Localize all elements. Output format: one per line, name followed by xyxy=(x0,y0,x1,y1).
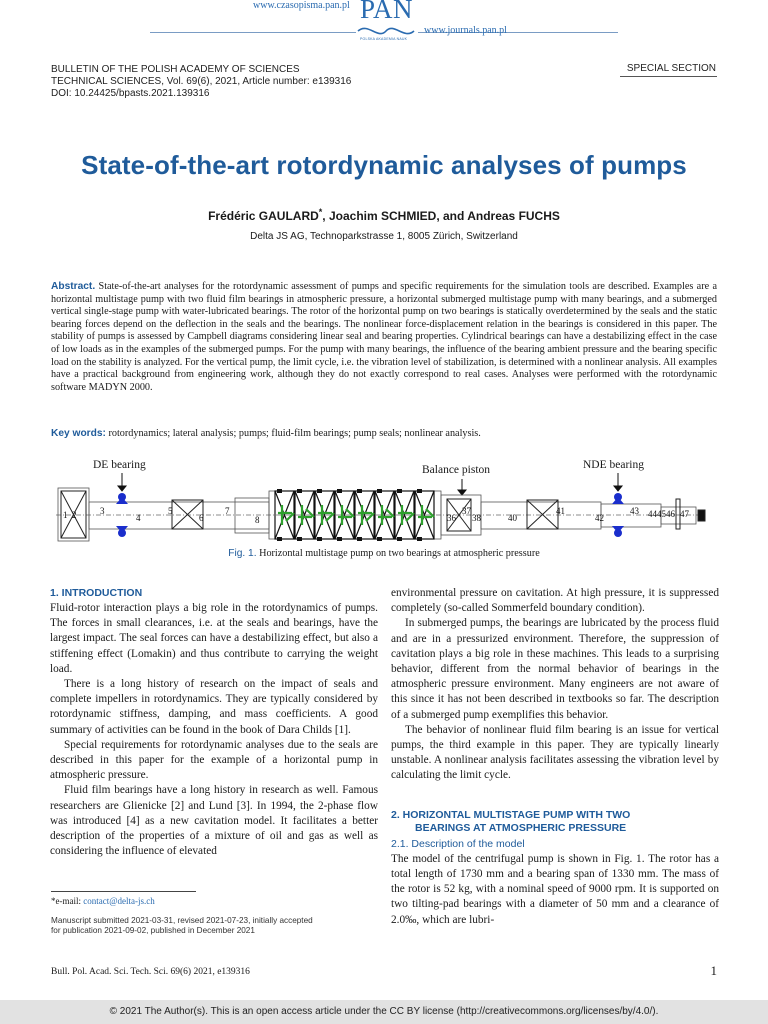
paper-title: State-of-the-art rotordynamic analyses of pumps xyxy=(81,150,687,180)
manuscript-history-line2: for publication 2021-09-02, published in December 2021 xyxy=(51,926,255,935)
svg-text:36: 36 xyxy=(447,513,456,523)
special-section-label: SPECIAL SECTION xyxy=(626,63,716,74)
left-column xyxy=(50,587,378,859)
figure-1-caption xyxy=(0,548,768,559)
keywords xyxy=(51,427,717,440)
special-section-rule xyxy=(620,76,717,77)
svg-text:42: 42 xyxy=(595,513,604,523)
pan-logo-subtitle: POLSKA AKADEMIA NAUK xyxy=(360,37,408,41)
figure-1 xyxy=(50,455,718,545)
svg-text:1: 1 xyxy=(63,510,68,520)
svg-text:41: 41 xyxy=(556,506,565,516)
abstract xyxy=(51,281,717,394)
page-number: 1 xyxy=(710,963,717,978)
svg-text:47: 47 xyxy=(680,509,689,519)
keywords-text: rotordynamics; lateral analysis; pumps; fluid-film bearings; pump seals; nonlinear analysis. xyxy=(108,428,481,439)
svg-text:44: 44 xyxy=(648,509,657,519)
intro-paragraph-2: There is a long history of research on the impact of seals and complete impellers in rotordynamics. They are typically considered by rotordynamic stiffness, damping, and mass coefficients. A good summary of activities can be found in the book of Dara Childs [1]. xyxy=(50,678,378,736)
license-bar: © 2021 The Author(s). This is an open access article under the CC BY license (http://creativecommons.org/licenses/by/4.0/). xyxy=(0,1000,768,1024)
svg-text:45: 45 xyxy=(657,509,666,519)
svg-text:5: 5 xyxy=(168,506,173,516)
svg-text:2: 2 xyxy=(72,510,77,520)
node-numbers xyxy=(63,506,690,525)
svg-text:8: 8 xyxy=(255,515,260,525)
right-paragraph-1: environmental pressure on cavitation. At high pressure, it is suppressed completely (so-called Sommerfeld boundary condition). xyxy=(391,587,719,615)
email-link[interactable]: contact@delta-js.ch xyxy=(83,896,155,906)
masthead-line-left xyxy=(150,32,356,33)
abstract-text: State-of-the-art analyses for the rotordynamic assessment of pumps and specific requirements for the simulation tools are described. Examples are a horizontal multistage pump with two fluid film bearings in atmospheric pressure, a horizontal submerged multistage pump with many bearings, and a submerged vertical single-stage pump with water-lubricated bearings. The rotor of the horizontal pump on two bearings is statically overdetermined by the seals and the static bearing forces depend on the deflection in the seals and the bearings. The nonlinear force-displacement relation in the bearings is considered in this paper. The stability of pumps is assessed by Campbell diagrams considering linear seal and bearing properties. Cylindrical bearings can have a destabilizing effect in the case of low loads as in the examples of the submerged pumps. For the pump with many bearings, the influence of the bearing ambient pressure and the bearing specific load on the stability is analyzed. For the vertical pump, the limit cycle, i.e. the vibration level of stabilization, is determined with a nonlinear analysis. All examples have a practical background from engineering work, although they do not exactly correspond to real cases. Analyses were performed with the rotordynamic software MADYN 2000. xyxy=(51,281,717,393)
email-prefix: *e-mail: xyxy=(51,896,84,906)
journal-site-link-left[interactable]: www.czasopisma.pan.pl xyxy=(253,0,350,11)
svg-text:38: 38 xyxy=(472,513,481,523)
section-2-1-heading: 2.1. Description of the model xyxy=(391,837,525,850)
figure-caption-label: Fig. 1. xyxy=(228,548,257,559)
right-column xyxy=(391,586,719,928)
svg-text:3: 3 xyxy=(100,506,105,516)
label-de-bearing: DE bearing xyxy=(93,459,146,471)
right-paragraph-3: The behavior of nonlinear fluid film bearing is an issue for vertical pumps, the third example in this paper. They are typically linearly unstable. A nonlinear analysis facilitates assessing the vibration level by calculating the limit cycle. xyxy=(391,723,719,782)
footnote-rule xyxy=(51,891,196,892)
authors-rest: , Joachim SCHMIED, and Andreas FUCHS xyxy=(322,209,560,223)
svg-text:37: 37 xyxy=(462,506,471,516)
section-2-heading-line2: BEARINGS AT ATMOSPHERIC PRESSURE xyxy=(415,821,627,834)
svg-text:40: 40 xyxy=(508,513,517,523)
author-first: Frédéric GAULARD xyxy=(208,209,319,223)
svg-text:43: 43 xyxy=(630,506,639,516)
masthead xyxy=(0,0,768,56)
pan-logo-swirl-icon xyxy=(356,24,416,38)
figure-caption-text: Horizontal multistage pump on two bearings at atmospheric pressure xyxy=(259,548,540,559)
bulletin-header xyxy=(51,64,351,100)
manuscript-history-line1: Manuscript submitted 2021-03-31, revised 2021-07-23, initially accepted xyxy=(51,916,313,925)
label-arrows xyxy=(118,473,622,495)
doi: DOI: 10.24425/bpasts.2021.139316 xyxy=(51,88,210,99)
svg-text:6: 6 xyxy=(199,513,204,523)
manuscript-history xyxy=(51,916,313,936)
intro-paragraph-3: Special requirements for rotordynamic analyses due to the seals are described in this paper for the example of a horizontal pump in atmospheric pressure. xyxy=(50,738,378,782)
corresponding-star: * xyxy=(318,207,323,217)
footnote-email xyxy=(51,896,155,907)
svg-text:7: 7 xyxy=(225,506,230,516)
bulletin-name: BULLETIN OF THE POLISH ACADEMY OF SCIENCES xyxy=(51,64,300,75)
intro-paragraph-4: Fluid film bearings have a long history in research as well. Famous researchers are Glienicke [2] and Lund [3]. In 1994, the 2-phase flow was introduced [4] as a new cavitation model. It facilitates a better description of the properties of a mixture of oil and gas as well as considering the influence of elevated xyxy=(50,784,378,858)
journal-footer: Bull. Pol. Acad. Sci. Tech. Sci. 69(6) 2021, e139316 xyxy=(51,967,250,977)
svg-text:4: 4 xyxy=(136,513,141,523)
label-balance-piston: Balance piston xyxy=(422,464,491,476)
label-nde-bearing: NDE bearing xyxy=(583,459,644,471)
journal-site-link-right[interactable]: www.journals.pan.pl xyxy=(424,25,507,36)
rotor-model-diagram xyxy=(50,455,718,545)
section-2-1-paragraph: The model of the centrifugal pump is shown in Fig. 1. The rotor has a total length of 1730 mm and a bearing span of 1330 mm. The mass of the rotor is 52 kg, with a nominal speed of 9000 rpm. It is supported on two tilting-pad bearings with a diameter of 50 mm and a clearance of 2.0‰, which are lubri- xyxy=(391,852,719,926)
affiliation: Delta JS AG, Technoparkstrasse 1, 8005 Zürich, Switzerland xyxy=(250,231,518,242)
right-paragraph-2: In submerged pumps, the bearings are lubricated by the process fluid and are in a pressurized environment. Therefore, the suppression of cavitation plays a big role in these machines. This leads to a surprising behavior, different from the normal behavior of bearings in the atmospheric pressure environment. Many engineers are not aware of this since it has not been described in textbooks so far. The description of a submerged pump exemplifies this behavior. xyxy=(391,617,719,721)
pan-logo: PAN xyxy=(360,0,414,24)
bulletin-volume: TECHNICAL SCIENCES, Vol. 69(6), 2021, Article number: e139316 xyxy=(51,76,352,87)
section-2-heading-line1: 2. HORIZONTAL MULTISTAGE PUMP WITH TWO xyxy=(391,808,631,821)
section-2-heading xyxy=(391,809,719,835)
keywords-label: Key words: xyxy=(51,428,106,439)
section-1-heading: 1. INTRODUCTION xyxy=(50,587,143,599)
abstract-label: Abstract. xyxy=(51,281,96,292)
authors xyxy=(0,207,768,223)
intro-paragraph-1: Fluid-rotor interaction plays a big role in the rotordynamics of pumps. The forces in small clearances, i.e. at the seals and bearings, have the largest impact. The seal forces can have a destabilizing effect, but also a stiffening effect (Lomakin) and thus contribute to carrying the weight load. xyxy=(50,602,378,675)
svg-text:46: 46 xyxy=(666,509,675,519)
